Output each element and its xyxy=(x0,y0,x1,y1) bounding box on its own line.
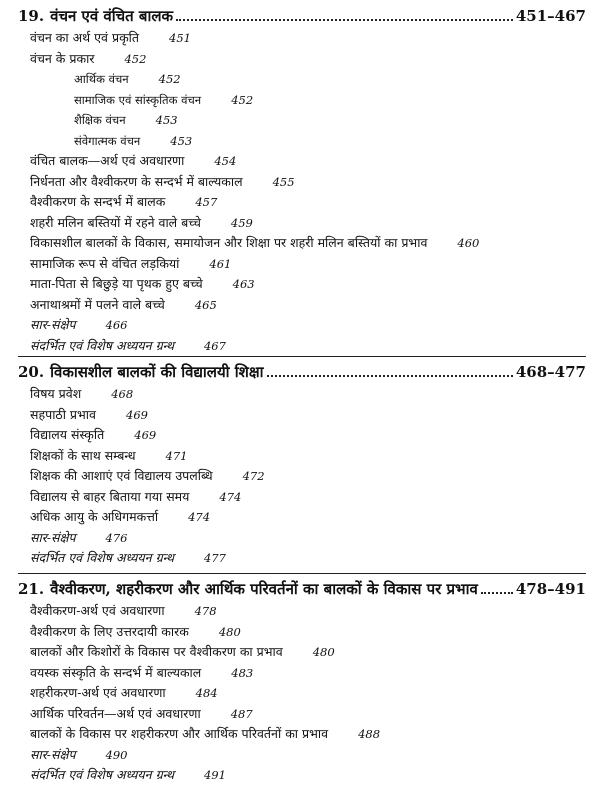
chapter-19 xyxy=(18,6,586,356)
toc-entry xyxy=(18,622,586,643)
entry-page-number: 477 xyxy=(203,551,226,565)
entry-page-number: 468 xyxy=(111,387,134,401)
chapter-heading xyxy=(18,6,586,28)
toc-entry xyxy=(18,663,586,684)
entry-page-number: 469 xyxy=(134,428,157,442)
entry-title: निर्धनता और वैश्वीकरण के सन्दर्भ में बाल्यकाल xyxy=(30,173,243,189)
toc-entry xyxy=(18,765,586,786)
entry-page-number: 483 xyxy=(231,665,254,680)
entry-page-number: 454 xyxy=(214,154,237,168)
entry-page-number: 488 xyxy=(358,727,381,741)
entry-title: बालकों के विकास पर शहरीकरण और आर्थिक परिवर्तनों का प्रभाव xyxy=(30,726,329,741)
toc-entry xyxy=(18,548,586,569)
entry-page-number: 490 xyxy=(105,747,128,762)
toc-entry xyxy=(18,274,586,295)
entry-title: सामाजिक रूप से वंचित लड़कियां xyxy=(30,255,180,271)
entry-title: वंचित बालक—अर्थ एवं अवधारणा xyxy=(30,153,185,168)
entry-title: संवेगात्मक वंचन xyxy=(74,133,141,148)
entry-page-number: 466 xyxy=(105,318,128,332)
entry-title: सामाजिक एवं सांस्कृतिक वंचन xyxy=(74,92,202,107)
toc-entry xyxy=(18,446,586,467)
chapter-page-range: 468–477 xyxy=(515,363,586,381)
entry-title: सार-संक्षेप xyxy=(30,529,76,545)
toc-entry xyxy=(18,745,586,766)
entry-page-number: 465 xyxy=(194,297,217,312)
entry-title: वैश्वीकरण-अर्थ एवं अवधारणा xyxy=(30,603,165,618)
toc-subentry xyxy=(18,90,586,111)
entry-page-number: 453 xyxy=(155,113,178,127)
entry-page-number: 452 xyxy=(124,51,147,66)
chapter-number: 20. xyxy=(18,363,45,381)
entry-title: शैक्षिक वंचन xyxy=(74,113,126,127)
toc-entry xyxy=(18,295,586,316)
entry-title: सार-संक्षेप xyxy=(30,746,76,762)
chapter-number: 21. xyxy=(18,580,45,598)
entry-list xyxy=(18,28,586,356)
entry-title: बालकों और किशोरों के विकास पर वैश्वीकरण का प्रभाव xyxy=(30,644,283,659)
entry-page-number: 452 xyxy=(158,72,181,86)
toc-entry xyxy=(18,405,586,426)
entry-page-number: 463 xyxy=(232,277,255,291)
entry-page-number: 474 xyxy=(188,510,211,524)
entry-title: विषय प्रवेश xyxy=(30,386,82,401)
toc-entry xyxy=(18,487,586,508)
toc-entry xyxy=(18,213,586,234)
toc-subentry xyxy=(18,110,586,131)
toc-entry xyxy=(18,507,586,528)
entry-title: अधिक आयु के अधिगमकर्त्ता xyxy=(30,509,159,524)
entry-title: संदर्भित एवं विशेष अध्ययन ग्रन्थ xyxy=(30,337,174,353)
entry-title: संदर्भित एवं विशेष अध्ययन ग्रन्थ xyxy=(30,550,174,565)
entry-title: सहपाठी प्रभाव xyxy=(30,406,96,422)
entry-page-number: 451 xyxy=(169,31,191,45)
dot-leader xyxy=(176,19,513,21)
entry-page-number: 474 xyxy=(219,489,242,504)
section-divider xyxy=(18,356,586,357)
dot-leader xyxy=(481,592,513,594)
entry-title: शहरी मलिन बस्तियों में रहने वाले बच्चे xyxy=(30,214,201,230)
entry-page-number: 461 xyxy=(209,256,232,271)
entry-page-number: 452 xyxy=(231,92,254,107)
chapter-title: विकासशील बालकों की विद्यालयी शिक्षा xyxy=(50,363,264,381)
toc-entry xyxy=(18,466,586,487)
chapter-page-range: 451–467 xyxy=(515,7,586,25)
entry-page-number: 480 xyxy=(312,645,335,659)
entry-title: विद्यालय से बाहर बिताया गया समय xyxy=(30,488,190,504)
entry-page-number: 460 xyxy=(457,236,480,250)
entry-title: वंचन का अर्थ एवं प्रकृति xyxy=(30,30,140,45)
toc-subentry xyxy=(18,131,586,152)
toc-entry xyxy=(18,724,586,745)
entry-page-number: 471 xyxy=(165,448,188,463)
entry-title: वैश्वीकरण के सन्दर्भ में बालक xyxy=(30,194,166,209)
entry-title: विकासशील बालकों के विकास, समायोजन और शिक्षा पर शहरी मलिन बस्तियों का प्रभाव xyxy=(30,235,428,250)
entry-page-number: 469 xyxy=(126,407,148,422)
section-divider xyxy=(18,573,586,574)
toc-subentry xyxy=(18,69,586,90)
toc-entry xyxy=(18,49,586,70)
entry-title: शिक्षकों के साथ सम्बन्ध xyxy=(30,447,136,463)
chapter-20 xyxy=(18,362,586,569)
entry-page-number: 480 xyxy=(218,624,241,639)
toc-entry xyxy=(18,151,586,172)
toc-entry xyxy=(18,172,586,193)
toc-entry xyxy=(18,642,586,663)
toc-entry xyxy=(18,384,586,405)
entry-title: आर्थिक वंचन xyxy=(74,72,129,86)
toc-entry xyxy=(18,28,586,49)
chapter-page-range: 478–491 xyxy=(515,580,586,598)
toc-entry xyxy=(18,528,586,549)
entry-page-number: 459 xyxy=(230,215,253,230)
entry-title: विद्यालय संस्कृति xyxy=(30,427,105,442)
toc-entry xyxy=(18,254,586,275)
entry-page-number: 478 xyxy=(194,604,217,618)
entry-page-number: 472 xyxy=(242,469,265,483)
toc-entry xyxy=(18,683,586,704)
entry-page-number: 491 xyxy=(203,768,226,782)
entry-title: वैश्वीकरण के लिए उत्तरदायी कारक xyxy=(30,623,189,639)
dot-leader xyxy=(267,375,513,377)
entry-title: शिक्षक की आशाएं एवं विद्यालय उपलब्धि xyxy=(30,468,213,483)
entry-page-number: 484 xyxy=(195,686,218,700)
entry-title: आर्थिक परिवर्तन—अर्थ एवं अवधारणा xyxy=(30,705,201,721)
entry-page-number: 467 xyxy=(203,338,226,353)
chapter-heading xyxy=(18,579,586,601)
chapter-heading xyxy=(18,362,586,384)
entry-page-number: 487 xyxy=(230,706,253,721)
entry-page-number: 457 xyxy=(195,195,218,209)
chapter-title: वंचन एवं वंचित बालक xyxy=(50,7,174,25)
entry-title: माता-पिता से बिछुड़े या पृथक हुए बच्चे xyxy=(30,276,203,291)
entry-title: शहरीकरण-अर्थ एवं अवधारणा xyxy=(30,685,166,700)
entry-title: सार-संक्षेप xyxy=(30,317,76,332)
toc-entry xyxy=(18,704,586,725)
entry-list xyxy=(18,384,586,569)
toc-entry xyxy=(18,336,586,357)
toc-entry xyxy=(18,233,586,254)
toc-entry xyxy=(18,315,586,336)
entry-title: वंचन के प्रकार xyxy=(30,50,95,66)
entry-title: वयस्क संस्कृति के सन्दर्भ में बाल्यकाल xyxy=(30,664,202,680)
chapter-21 xyxy=(18,579,586,786)
toc-entry xyxy=(18,601,586,622)
chapter-title: वैश्वीकरण, शहरीकरण और आर्थिक परिवर्तनों का बालकों के विकास पर प्रभाव xyxy=(50,580,478,598)
entry-page-number: 453 xyxy=(170,133,193,148)
entry-list xyxy=(18,601,586,786)
chapter-number: 19. xyxy=(18,7,45,25)
entry-page-number: 455 xyxy=(272,174,295,189)
entry-title: अनाथाश्रमों में पलने वाले बच्चे xyxy=(30,296,165,312)
entry-title: संदर्भित एवं विशेष अध्ययन ग्रन्थ xyxy=(30,767,174,782)
toc-entry xyxy=(18,192,586,213)
entry-page-number: 476 xyxy=(105,530,128,545)
toc-entry xyxy=(18,425,586,446)
